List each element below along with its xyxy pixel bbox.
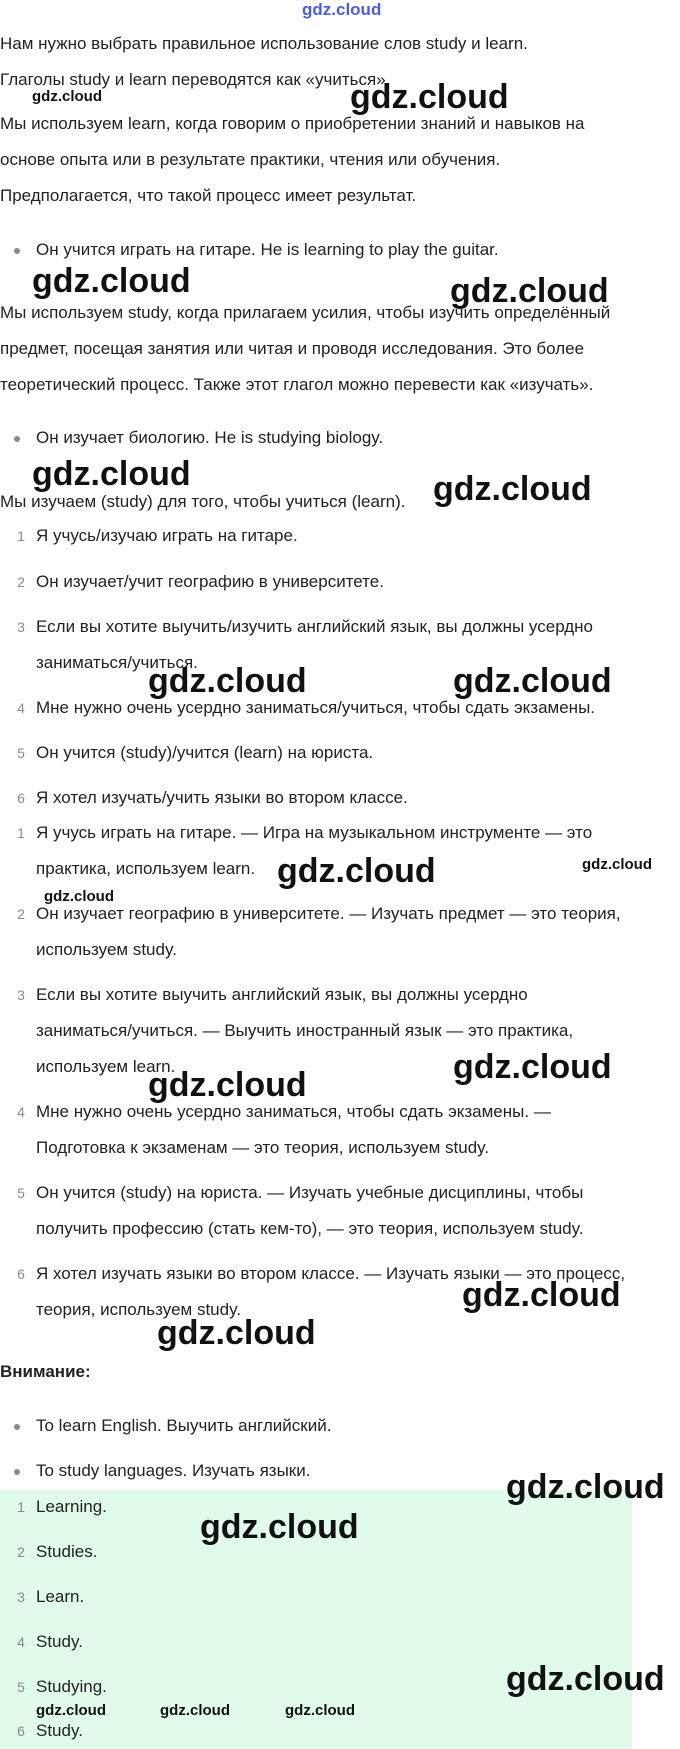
watermark: gdz.cloud — [277, 852, 436, 890]
list-number: 2 — [17, 906, 25, 922]
watermark: gdz.cloud — [160, 1702, 230, 1719]
watermark: gdz.cloud — [450, 272, 609, 310]
summary-line: Мы изучаем (study) для того, чтобы учиться (learn). — [0, 492, 406, 511]
watermark: gdz.cloud — [200, 1508, 359, 1546]
watermark: gdz.cloud — [453, 662, 612, 700]
watermark: gdz.cloud — [148, 662, 307, 700]
intro-paragraph-3-line-2: основе опыта или в результате практики, чтения или обучения. — [0, 150, 501, 169]
list-item: Мне нужно очень усердно заниматься/учиться, чтобы сдать экзамены. — [36, 698, 596, 717]
answer-number: 6 — [17, 1723, 25, 1739]
list-number: 1 — [17, 528, 25, 544]
list-item-continuation: используем study. — [36, 940, 177, 959]
intro-paragraph-3-line-1: Мы используем learn, когда говорим о приобретении знаний и навыков на — [0, 114, 585, 133]
list-item-continuation: заниматься/учиться. — Выучить иностранный язык — это практика, — [36, 1021, 574, 1040]
watermark: gdz.cloud — [157, 1314, 316, 1352]
example-1: Он учится играть на гитаре. He is learning to play the guitar. — [36, 240, 499, 259]
list-item: Он изучает/учит географию в университете. — [36, 572, 384, 591]
bullet-dot — [14, 1469, 20, 1475]
watermark: gdz.cloud — [462, 1276, 621, 1314]
list-item: Он учится (study) на юриста. — Изучать учебные дисциплины, чтобы — [36, 1183, 584, 1202]
list-item: Я хотел изучать/учить языки во втором классе. — [36, 788, 408, 807]
bullet-dot — [14, 436, 20, 442]
list-item-continuation: Подготовка к экзаменам — это теория, используем study. — [36, 1138, 490, 1157]
watermark: gdz.cloud — [32, 88, 102, 105]
list-item-continuation: получить профессию (стать кем-то), — это теория, используем study. — [36, 1219, 584, 1238]
answer-number: 4 — [17, 1634, 25, 1650]
list-number: 3 — [17, 619, 25, 635]
watermark: gdz.cloud — [453, 1048, 612, 1086]
list-item: Я учусь/изучаю играть на гитаре. — [36, 526, 298, 545]
list-item: Он изучает географию в университете. — Изучать предмет — это теория, — [36, 904, 621, 923]
watermark: gdz.cloud — [350, 78, 509, 116]
study-paragraph-line-1: Мы используем study, когда прилагаем усилия, чтобы изучить определённый — [0, 303, 611, 322]
answer-number: 3 — [17, 1589, 25, 1605]
list-item: Мне нужно очень усердно заниматься, чтобы сдать экзамены. — — [36, 1102, 551, 1121]
list-item-continuation: заниматься/учиться. — [36, 653, 198, 672]
watermark: gdz.cloud — [582, 856, 652, 873]
intro-paragraph-1: Нам нужно выбрать правильное использование слов study и learn. — [0, 34, 528, 53]
bullet-dot — [14, 248, 20, 254]
list-item: Он учится (study)/учится (learn) на юриста. — [36, 743, 374, 762]
answer-number: 5 — [17, 1679, 25, 1695]
answer-item: Learn. — [36, 1587, 85, 1606]
list-item: Если вы хотите выучить английский язык, вы должны усердно — [36, 985, 528, 1004]
watermark: gdz.cloud — [433, 470, 592, 508]
intro-paragraph-3-line-3: Предполагается, что такой процесс имеет результат. — [0, 186, 417, 205]
attention-title: Внимание: — [0, 1362, 91, 1381]
list-number: 4 — [17, 700, 25, 716]
list-item-continuation: теория, используем study. — [36, 1300, 242, 1319]
list-number: 3 — [17, 987, 25, 1003]
list-number: 5 — [17, 745, 25, 761]
list-number: 6 — [17, 790, 25, 806]
watermark: gdz.cloud — [32, 262, 191, 300]
answer-item: Studies. — [36, 1542, 98, 1561]
list-number: 4 — [17, 1104, 25, 1120]
answer-item: Studying. — [36, 1677, 107, 1696]
watermark: gdz.cloud — [32, 455, 191, 493]
answer-item: Study. — [36, 1632, 83, 1651]
study-paragraph-line-2: предмет, посещая занятия или читая и проводя исследования. Это более — [0, 339, 585, 358]
watermark: gdz.cloud — [506, 1660, 665, 1698]
watermark: gdz.cloud — [285, 1702, 355, 1719]
study-paragraph-line-3: теоретический процесс. Также этот глагол можно перевести как «изучать». — [0, 375, 594, 394]
list-number: 6 — [17, 1266, 25, 1282]
attention-item: To learn English. Выучить английский. — [36, 1416, 332, 1435]
answer-item: Learning. — [36, 1497, 107, 1516]
list-item-continuation: практика, используем learn. — [36, 859, 256, 878]
intro-paragraph-2: Глаголы study и learn переводятся как «учиться». — [0, 70, 391, 89]
watermark: gdz.cloud — [506, 1468, 665, 1506]
list-number: 1 — [17, 825, 25, 841]
list-item-continuation: используем learn. — [36, 1057, 176, 1076]
list-item: Я хотел изучать языки во втором классе. — Изучать языки — это процесс, — [36, 1264, 626, 1283]
watermark: gdz.cloud — [44, 888, 114, 905]
attention-item: To study languages. Изучать языки. — [36, 1461, 311, 1480]
example-2: Он изучает биологию. He is studying biology. — [36, 428, 384, 447]
watermark: gdz.cloud — [36, 1702, 106, 1719]
answer-number: 2 — [17, 1544, 25, 1560]
watermark: gdz.cloud — [148, 1066, 307, 1104]
answer-item: Study. — [36, 1721, 83, 1740]
answer-number: 1 — [17, 1499, 25, 1515]
list-number: 5 — [17, 1185, 25, 1201]
bullet-dot — [14, 1424, 20, 1430]
list-item: Если вы хотите выучить/изучить английский язык, вы должны усердно — [36, 617, 594, 636]
list-item: Я учусь играть на гитаре. — Игра на музыкальном инструменте — это — [36, 823, 593, 842]
header-watermark: gdz.cloud — [302, 0, 382, 19]
list-number: 2 — [17, 574, 25, 590]
